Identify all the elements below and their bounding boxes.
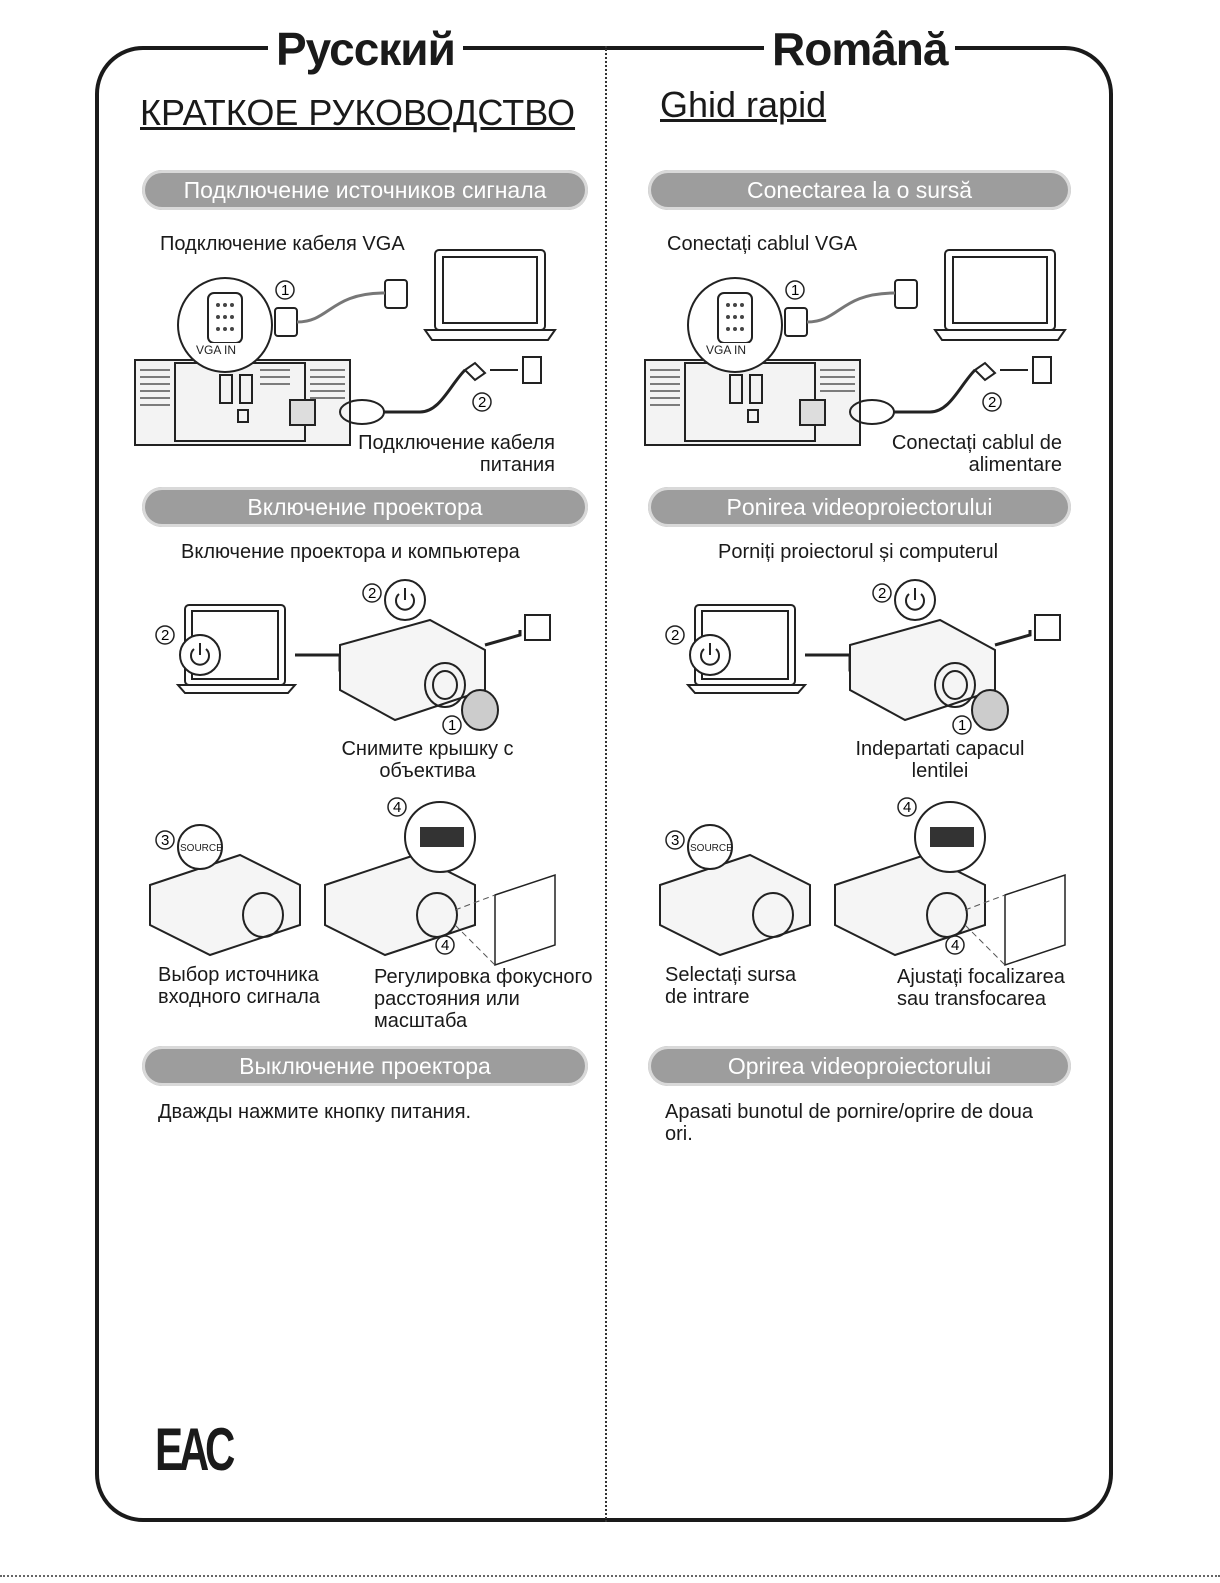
source-button-label: SOURCE: [690, 843, 733, 854]
section-header-power-on-ro: Ponirea videoproiectorului: [648, 487, 1071, 527]
svg-text:1: 1: [958, 717, 967, 734]
svg-text:1: 1: [791, 282, 800, 299]
label-lens-cap-ru: Снимите крышку с объектива: [341, 738, 514, 782]
svg-text:1: 1: [448, 717, 457, 734]
label-lens-cap-ro: Indepartati capacul lentilei: [855, 738, 1025, 782]
vga-in-label: VGA IN: [706, 343, 747, 357]
label-power-on-desc-ro: Porniți proiectorul și computerul: [718, 541, 999, 563]
source-focus-illustration-ru: [145, 795, 585, 965]
connection-illustration-ro: [640, 245, 1070, 455]
eac-certification-mark: EAC: [155, 1416, 232, 1483]
language-title-ro: Română: [764, 24, 955, 74]
projector-icon: [150, 855, 300, 955]
svg-text:2: 2: [988, 394, 997, 411]
laptop-icon: [425, 250, 555, 340]
svg-text:2: 2: [368, 585, 377, 602]
label-focus-ro: Ajustați focalizarea sau transfocarea: [897, 966, 1065, 1010]
svg-text:3: 3: [161, 832, 170, 849]
label-power-on-desc-ru: Включение проектора и компьютера: [181, 541, 520, 563]
source-focus-illustration-ro: [655, 795, 1095, 965]
laptop-icon: [935, 250, 1065, 340]
svg-text:2: 2: [878, 585, 887, 602]
projector-icon: [660, 855, 810, 955]
label-power-off-desc-ru: Дважды нажмите кнопку питания.: [158, 1101, 472, 1123]
lens-cap-icon: [972, 690, 1008, 730]
svg-text:2: 2: [671, 627, 680, 644]
svg-text:3: 3: [671, 832, 680, 849]
lens-cap-icon: [462, 690, 498, 730]
language-title-ru: Русский: [268, 24, 463, 74]
column-divider: [605, 46, 607, 1522]
section-header-power-off-ru: Выключение проектора: [142, 1046, 588, 1086]
power-on-illustration-ru: [150, 575, 570, 745]
doc-title-ro: Ghid rapid: [660, 84, 827, 125]
section-header-power-off-ro: Oprirea videoproiectorului: [648, 1046, 1071, 1086]
section-header-connect-ro: Conectarea la o sursă: [648, 170, 1071, 210]
source-button-label: SOURCE: [180, 843, 223, 854]
label-power-cable-ro: Conectați cablul de alimentare: [891, 432, 1062, 476]
label-focus-ru: Регулировка фокусного расстояния или масштаба: [374, 966, 593, 1032]
section-header-connect-ru: Подключение источников сигнала: [142, 170, 588, 210]
svg-text:4: 4: [441, 937, 450, 954]
svg-text:1: 1: [281, 282, 290, 299]
bottom-dotted-line: [0, 1575, 1220, 1577]
doc-title-ru: КРАТКОЕ РУКОВОДСТВО: [140, 92, 576, 133]
section-header-power-on-ru: Включение проектора: [142, 487, 588, 527]
label-power-cable-ru: Подключение кабеля питания: [358, 432, 555, 476]
svg-text:4: 4: [393, 799, 402, 816]
screen-icon: [1005, 875, 1065, 965]
label-select-source-ro: Selectați sursa de intrare: [665, 964, 797, 1008]
label-power-off-desc-ro: Apasati bunotul de pornire/oprire de doua ori.: [665, 1101, 1034, 1145]
vga-in-label: VGA IN: [196, 343, 237, 357]
screen-icon: [495, 875, 555, 965]
label-vga-cable-ru: Подключение кабеля VGA: [160, 233, 405, 255]
connection-illustration-ru: [130, 245, 560, 455]
label-vga-cable-ro: Conectați cablul VGA: [667, 233, 858, 255]
label-select-source-ru: Выбор источника входного сигнала: [158, 964, 320, 1008]
svg-text:4: 4: [951, 937, 960, 954]
svg-text:2: 2: [478, 394, 487, 411]
svg-text:4: 4: [903, 799, 912, 816]
svg-text:2: 2: [161, 627, 170, 644]
power-on-illustration-ro: [660, 575, 1080, 745]
